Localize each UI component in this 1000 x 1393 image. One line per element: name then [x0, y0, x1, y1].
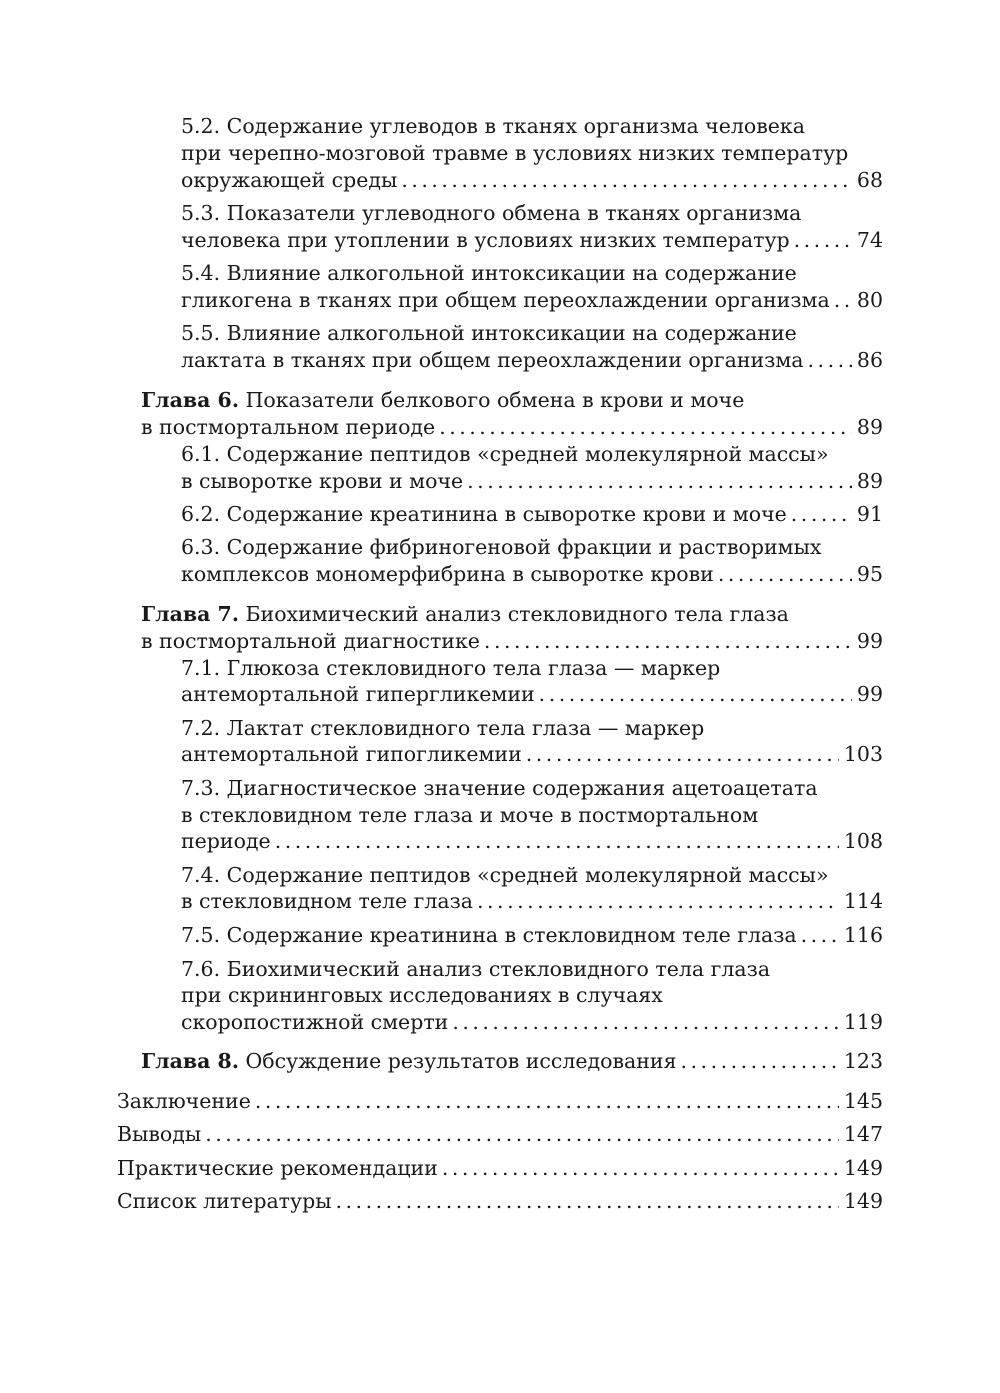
toc-line: антемортальной гипогликемии [181, 742, 522, 766]
dot-leader [255, 1088, 839, 1114]
toc-line: 7.6. Биохимический анализ стекловидного тела глаза [181, 957, 771, 981]
dot-leader [477, 888, 839, 914]
toc-line: периоде [181, 829, 271, 853]
page-number: 149 [843, 1156, 883, 1180]
page-number: 147 [843, 1122, 883, 1146]
page-number: 145 [843, 1089, 883, 1113]
toc-line: Выводы [117, 1122, 202, 1146]
toc-line: лактата в тканях при общем переохлаждении организма [181, 348, 804, 372]
dot-leader [442, 1155, 839, 1181]
toc-line: человека при утоплении в условиях низких температур [181, 228, 790, 252]
dot-leader [336, 1188, 839, 1214]
toc-line: 7.2. Лактат стекловидного тела глаза — маркер [181, 716, 705, 740]
page-number: 99 [856, 629, 883, 653]
toc-line: 5.2. Содержание углеводов в тканях организма человека [181, 114, 805, 138]
page-number: 119 [843, 1010, 883, 1034]
dot-leader [794, 227, 852, 253]
toc-line: в стекловидном теле глаза и моче в постмортальном [181, 803, 759, 827]
page-number: 74 [856, 228, 883, 252]
toc-line: в постмортальном периоде [141, 415, 436, 439]
toc-line: 5.4. Влияние алкогольной интоксикации на содержание [181, 261, 797, 285]
toc-line: 5.3. Показатели углеводного обмена в тканях организма [181, 201, 802, 225]
dot-leader [452, 1009, 839, 1035]
toc-line: в сыворотке крови и моче [181, 469, 464, 493]
toc-line: скоропостижной смерти [181, 1010, 449, 1034]
chapter-number: Глава 7. [141, 602, 239, 626]
chapter-number: Глава 8. [141, 1049, 239, 1073]
toc-line: 7.3. Диагностическое значение содержания ацетоацетата [181, 776, 818, 800]
page-number: 99 [856, 682, 883, 706]
toc-line: при черепно-мозговой травме в условиях низких температур [181, 141, 849, 165]
toc-line: в стекловидном теле глаза [181, 889, 474, 913]
page-number: 108 [843, 829, 883, 853]
toc-line: 7.4. Содержание пептидов «средней молекулярной массы» [181, 863, 829, 887]
page-number: 149 [843, 1189, 883, 1213]
toc-line: 5.5. Влияние алкогольной интоксикации на содержание [181, 321, 797, 345]
dot-leader [275, 828, 839, 854]
toc-line: при скрининговых исследованиях в случаях [181, 983, 663, 1007]
dot-leader [718, 561, 852, 587]
toc-line: окружающей среды [181, 168, 398, 192]
dot-leader [526, 741, 839, 767]
page-number: 103 [843, 742, 883, 766]
dot-leader [681, 1048, 839, 1074]
page-number: 68 [856, 168, 883, 192]
toc-line: Заключение [117, 1089, 251, 1113]
toc-line: Биохимический анализ стекловидного тела глаза [238, 602, 789, 626]
toc-line: гликогена в тканях при общем переохлаждении организма [181, 288, 830, 312]
toc-line: в постмортальной диагностике [141, 629, 480, 653]
chapter-number: Глава 6. [141, 388, 239, 412]
dot-leader [467, 468, 852, 494]
toc-line: 7.5. Содержание креатинина в стекловидном теле глаза [181, 923, 797, 947]
dot-leader [439, 414, 852, 440]
toc-line: Практические рекомендации [117, 1156, 438, 1180]
toc-line: комплексов мономерфибрина в сыворотке крови [181, 562, 714, 586]
toc-line: 7.1. Глюкоза стекловидного тела глаза — маркер [181, 656, 721, 680]
dot-leader [484, 628, 852, 654]
page-number: 86 [856, 348, 883, 372]
dot-leader [834, 287, 852, 313]
toc-line: Обсуждение результатов исследования [238, 1049, 677, 1073]
page-number: 89 [856, 469, 883, 493]
page-number: 123 [843, 1049, 883, 1073]
toc-line: 6.3. Содержание фибриногеновой фракции и растворимых [181, 535, 822, 559]
page-number: 95 [856, 562, 883, 586]
page-number: 91 [856, 502, 883, 526]
toc-line: 6.1. Содержание пептидов «средней молекулярной массы» [181, 442, 829, 466]
toc-line: антемортальной гипергликемии [181, 682, 535, 706]
dot-leader [539, 681, 852, 707]
page-number: 80 [856, 288, 883, 312]
page-number: 116 [843, 923, 883, 947]
toc-line: Показатели белкового обмена в крови и моче [238, 388, 745, 412]
dot-leader [801, 922, 839, 948]
dot-leader [205, 1121, 839, 1147]
page-number: 114 [843, 889, 883, 913]
dot-leader [808, 347, 852, 373]
toc-line: Список литературы [117, 1189, 332, 1213]
page-number: 89 [856, 415, 883, 439]
toc-line: 6.2. Содержание креатинина в сыворотке крови и моче [181, 502, 787, 526]
dot-leader [791, 501, 852, 527]
dot-leader [401, 167, 852, 193]
